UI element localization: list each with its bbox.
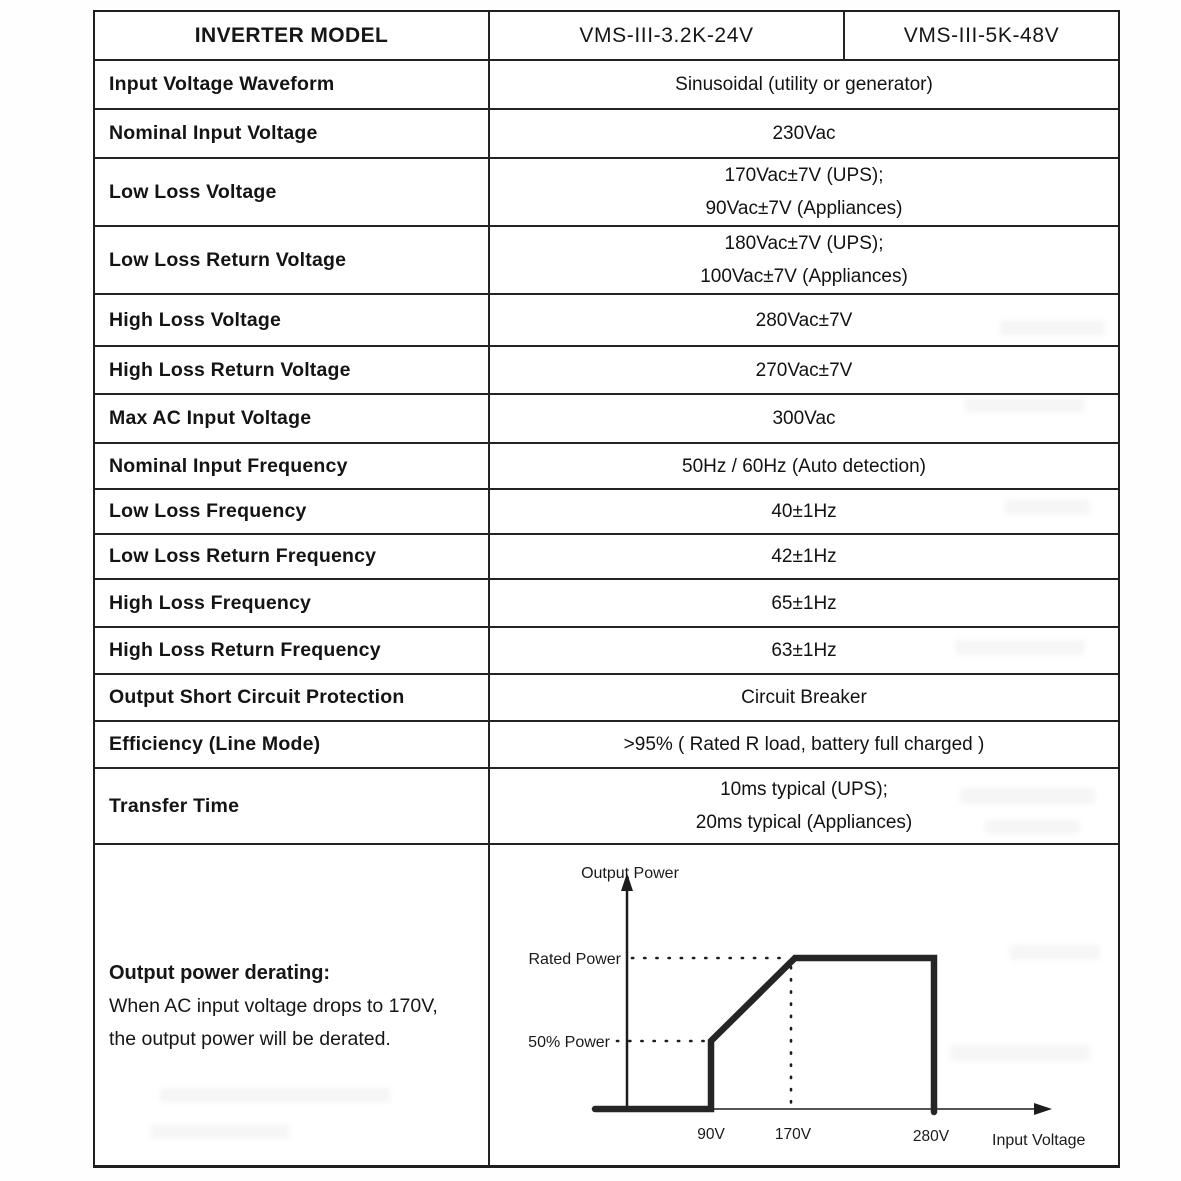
table-row-output-power-derating — [95, 845, 1118, 1166]
spec-label: High Loss Voltage — [109, 308, 282, 331]
spec-value: 63±1Hz — [771, 640, 837, 661]
spec-label: Low Loss Return Voltage — [109, 248, 347, 271]
spec-label: Nominal Input Frequency — [109, 454, 348, 477]
table-row-low-loss-voltage — [95, 159, 1118, 227]
table-row-output-short-circuit-protection — [95, 675, 1118, 722]
spec-label-cell — [95, 722, 490, 767]
derating-chart — [490, 845, 1118, 1166]
table-row-nominal-input-voltage — [95, 110, 1118, 159]
spec-value: >95% ( Rated R load, battery full charged ) — [623, 734, 985, 755]
spec-label: Low Loss Voltage — [109, 180, 277, 203]
table-row-high-loss-return-frequency — [95, 628, 1118, 675]
table-header-row — [95, 12, 1118, 61]
spec-label-cell — [95, 580, 490, 626]
table-row-low-loss-return-voltage — [95, 227, 1118, 295]
table-row-input-voltage-waveform — [95, 61, 1118, 110]
spec-label-cell — [95, 769, 490, 843]
derating-text-line: the output power will be derated. — [109, 1027, 391, 1050]
derating-text-line: When AC input voltage drops to 170V, — [109, 994, 438, 1017]
spec-value: Sinusoidal (utility or generator) — [675, 74, 933, 95]
spec-label-cell — [95, 227, 490, 293]
spec-value-line: 20ms typical (Appliances) — [695, 812, 913, 833]
spec-label-cell — [95, 61, 490, 108]
spec-value-cell — [490, 347, 1118, 393]
rated-power-label: Rated Power — [528, 951, 621, 968]
spec-value-cell — [490, 628, 1118, 673]
spec-label: High Loss Return Voltage — [109, 358, 351, 381]
spec-value-cell — [490, 675, 1118, 720]
header-title: INVERTER MODEL — [194, 23, 389, 47]
header-model-2 — [845, 12, 1118, 59]
derating-chart-cell — [490, 845, 1118, 1166]
spec-value-line: 10ms typical (UPS); — [720, 779, 888, 800]
spec-value-cell — [490, 395, 1118, 442]
x-tick-170v: 170V — [774, 1126, 812, 1143]
table-row-nominal-input-frequency — [95, 444, 1118, 490]
spec-value: 280Vac±7V — [755, 309, 853, 331]
spec-value: 65±1Hz — [771, 592, 837, 614]
table-row-low-loss-frequency — [95, 490, 1118, 535]
header-model-1 — [490, 12, 845, 59]
spec-label-cell — [95, 490, 490, 533]
derating-note — [95, 845, 490, 1166]
model-2-label: VMS-III-5K-48V — [903, 23, 1060, 47]
spec-value-cell — [490, 769, 1118, 843]
spec-value: 300Vac — [772, 408, 836, 429]
model-1-label: VMS-III-3.2K-24V — [579, 23, 754, 47]
spec-value-cell — [490, 110, 1118, 157]
x-tick-280v: 280V — [912, 1128, 950, 1145]
table-row-max-ac-input-voltage — [95, 395, 1118, 444]
table-row-high-loss-return-voltage — [95, 347, 1118, 395]
spec-value-cell — [490, 722, 1118, 767]
x-axis-label: Input Voltage — [992, 1132, 1086, 1149]
spec-label: Efficiency (Line Mode) — [109, 733, 321, 755]
table-row-transfer-time — [95, 769, 1118, 845]
spec-value-cell — [490, 159, 1118, 225]
x-axis-arrow-icon — [1034, 1103, 1052, 1115]
spec-value-line: 180Vac±7V (UPS); — [724, 233, 884, 254]
header-inverter-model — [95, 12, 490, 59]
spec-label: Nominal Input Voltage — [109, 122, 318, 144]
spec-label-cell — [95, 347, 490, 393]
fifty-percent-label: 50% Power — [528, 1034, 610, 1051]
spec-value: 50Hz / 60Hz (Auto detection) — [682, 455, 926, 477]
spec-label-cell — [95, 110, 490, 157]
spec-label-cell — [95, 628, 490, 673]
derating-title: Output power derating: — [109, 961, 331, 984]
spec-value: 230Vac — [772, 123, 836, 144]
spec-value-line: 170Vac±7V (UPS); — [724, 165, 884, 186]
spec-label: Transfer Time — [109, 794, 240, 817]
spec-value: 270Vac±7V — [755, 359, 853, 381]
table-row-high-loss-frequency — [95, 580, 1118, 628]
spec-value-cell — [490, 490, 1118, 533]
spec-value: Circuit Breaker — [741, 687, 867, 708]
table-row-high-loss-voltage — [95, 295, 1118, 347]
y-axis-label: Output Power — [581, 865, 679, 882]
spec-value: 40±1Hz — [771, 501, 837, 522]
spec-label: High Loss Frequency — [109, 591, 312, 614]
spec-label-cell — [95, 395, 490, 442]
spec-value-cell — [490, 580, 1118, 626]
spec-value-cell — [490, 444, 1118, 488]
spec-table — [93, 10, 1120, 1168]
table-row-low-loss-return-frequency — [95, 535, 1118, 580]
spec-label-cell — [95, 159, 490, 225]
spec-label-cell — [95, 444, 490, 488]
spec-label: High Loss Return Frequency — [109, 639, 381, 661]
spec-label: Low Loss Return Frequency — [109, 545, 377, 567]
spec-label-cell — [95, 535, 490, 578]
spec-value-cell — [490, 61, 1118, 108]
spec-value-cell — [490, 295, 1118, 345]
spec-label: Output Short Circuit Protection — [109, 686, 405, 708]
spec-value-cell — [490, 227, 1118, 293]
spec-label-cell — [95, 295, 490, 345]
spec-label: Input Voltage Waveform — [109, 73, 335, 95]
spec-value-cell — [490, 535, 1118, 578]
derating-curve — [595, 958, 934, 1112]
spec-label-cell — [95, 675, 490, 720]
table-row-efficiency-line-mode — [95, 722, 1118, 769]
spec-label: Max AC Input Voltage — [109, 407, 312, 429]
spec-value-line: 100Vac±7V (Appliances) — [700, 266, 908, 287]
spec-value-line: 90Vac±7V (Appliances) — [705, 198, 903, 219]
spec-value: 42±1Hz — [771, 546, 837, 567]
x-tick-90v: 90V — [697, 1126, 725, 1143]
spec-label: Low Loss Frequency — [109, 500, 307, 522]
